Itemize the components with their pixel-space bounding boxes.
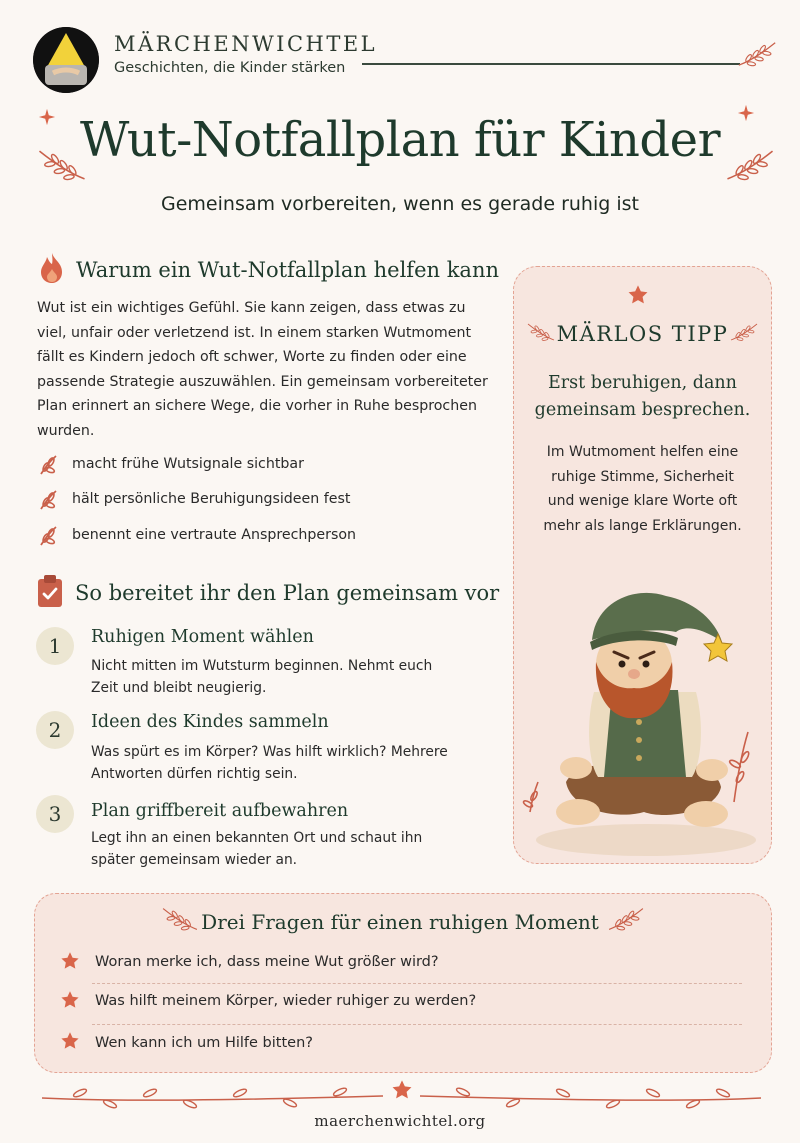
step-title: Ruhigen Moment wählen bbox=[91, 627, 314, 647]
tip-title: MÄRLOS TIPP bbox=[556, 322, 729, 346]
list-item bbox=[37, 527, 437, 551]
footer-vine-left bbox=[40, 1084, 385, 1110]
footer-vine-right bbox=[418, 1084, 763, 1110]
questions-heading: Drei Fragen für einen ruhigen Moment bbox=[201, 910, 599, 934]
section-heading-why: Warum ein Wut-Notfallplan helfen kann bbox=[76, 258, 499, 282]
header-divider bbox=[362, 63, 740, 65]
leaf-bullet-icon bbox=[37, 453, 61, 477]
brand-logo bbox=[33, 27, 99, 93]
star-icon bbox=[60, 951, 80, 971]
tip-lead: Erst beruhigen, dann gemeinsam besprechen. bbox=[534, 373, 751, 420]
question-divider bbox=[92, 983, 742, 984]
leaf-bullet-icon bbox=[37, 488, 61, 512]
brand-name: MÄRCHENWICHTEL bbox=[114, 32, 378, 56]
star-icon bbox=[627, 284, 649, 306]
bullet-text: benennt eine vertraute Ansprechperson bbox=[72, 527, 357, 543]
question-item: Woran merke ich, dass meine Wut größer wird? bbox=[95, 954, 439, 970]
step-body: Nicht mitten im Wutsturm beginnen. Nehmt euch Zeit und bleibt neugierig. bbox=[91, 658, 433, 696]
list-item bbox=[37, 456, 437, 480]
star-icon bbox=[60, 1031, 80, 1051]
step-number: 1 bbox=[36, 627, 74, 665]
bullet-text: hält persönliche Beruhigungsideen fest bbox=[72, 491, 351, 507]
flame-icon bbox=[37, 252, 67, 284]
list-item bbox=[37, 491, 437, 515]
question-item: Wen kann ich um Hilfe bitten? bbox=[95, 1035, 313, 1051]
step-body: Legt ihn an einen bekannten Ort und schaut ihn später gemeinsam wieder an. bbox=[91, 830, 423, 868]
step-number: 2 bbox=[36, 711, 74, 749]
step-title: Plan griffbereit aufbewahren bbox=[91, 801, 349, 821]
step-title: Ideen des Kindes sammeln bbox=[91, 712, 329, 732]
bullet-text: macht frühe Wutsignale sichtbar bbox=[72, 456, 304, 472]
page-subtitle: Gemeinsam vorbereiten, wenn es gerade ruhig ist bbox=[161, 193, 639, 215]
section-heading-prep: So bereitet ihr den Plan gemeinsam vor bbox=[75, 581, 500, 605]
leaf-bullet-icon bbox=[37, 524, 61, 548]
star-icon bbox=[391, 1079, 413, 1101]
tip-body: Im Wutmoment helfen eine ruhige Stimme, Sicherheit und wenige klare Worte oft mehr als lange Erklärungen. bbox=[543, 444, 742, 534]
step-number: 3 bbox=[36, 795, 74, 833]
brand-tagline: Geschichten, die Kinder stärken bbox=[114, 60, 346, 76]
step-body: Was spürt es im Körper? Was hilft wirklich? Mehrere Antworten dürfen richtig sein. bbox=[91, 744, 448, 782]
footer-url-link[interactable]: maerchenwichtel.org bbox=[314, 1112, 486, 1130]
why-paragraph: Wut ist ein wichtiges Gefühl. Sie kann zeigen, dass etwas zu viel, unfair oder verletzend ist. In einem starken Wutmoment fällt es Kindern jedoch oft schwer, Worte zu finden oder eine passende Strategie auszuwählen. Ein gemeinsam vorbereiteter Plan erinnert an sichere Wege, die vorher in Ruhe besprochen wurden. bbox=[37, 300, 488, 439]
question-item: Was hilft meinem Körper, wieder ruhiger zu werden? bbox=[95, 993, 477, 1009]
clipboard-check-icon bbox=[36, 574, 64, 608]
sprig-ornament bbox=[736, 38, 778, 70]
star-icon bbox=[60, 990, 80, 1010]
page-title: Wut-Notfallplan für Kinder bbox=[79, 112, 721, 168]
question-divider bbox=[92, 1024, 742, 1025]
gnome-illustration bbox=[516, 572, 770, 862]
